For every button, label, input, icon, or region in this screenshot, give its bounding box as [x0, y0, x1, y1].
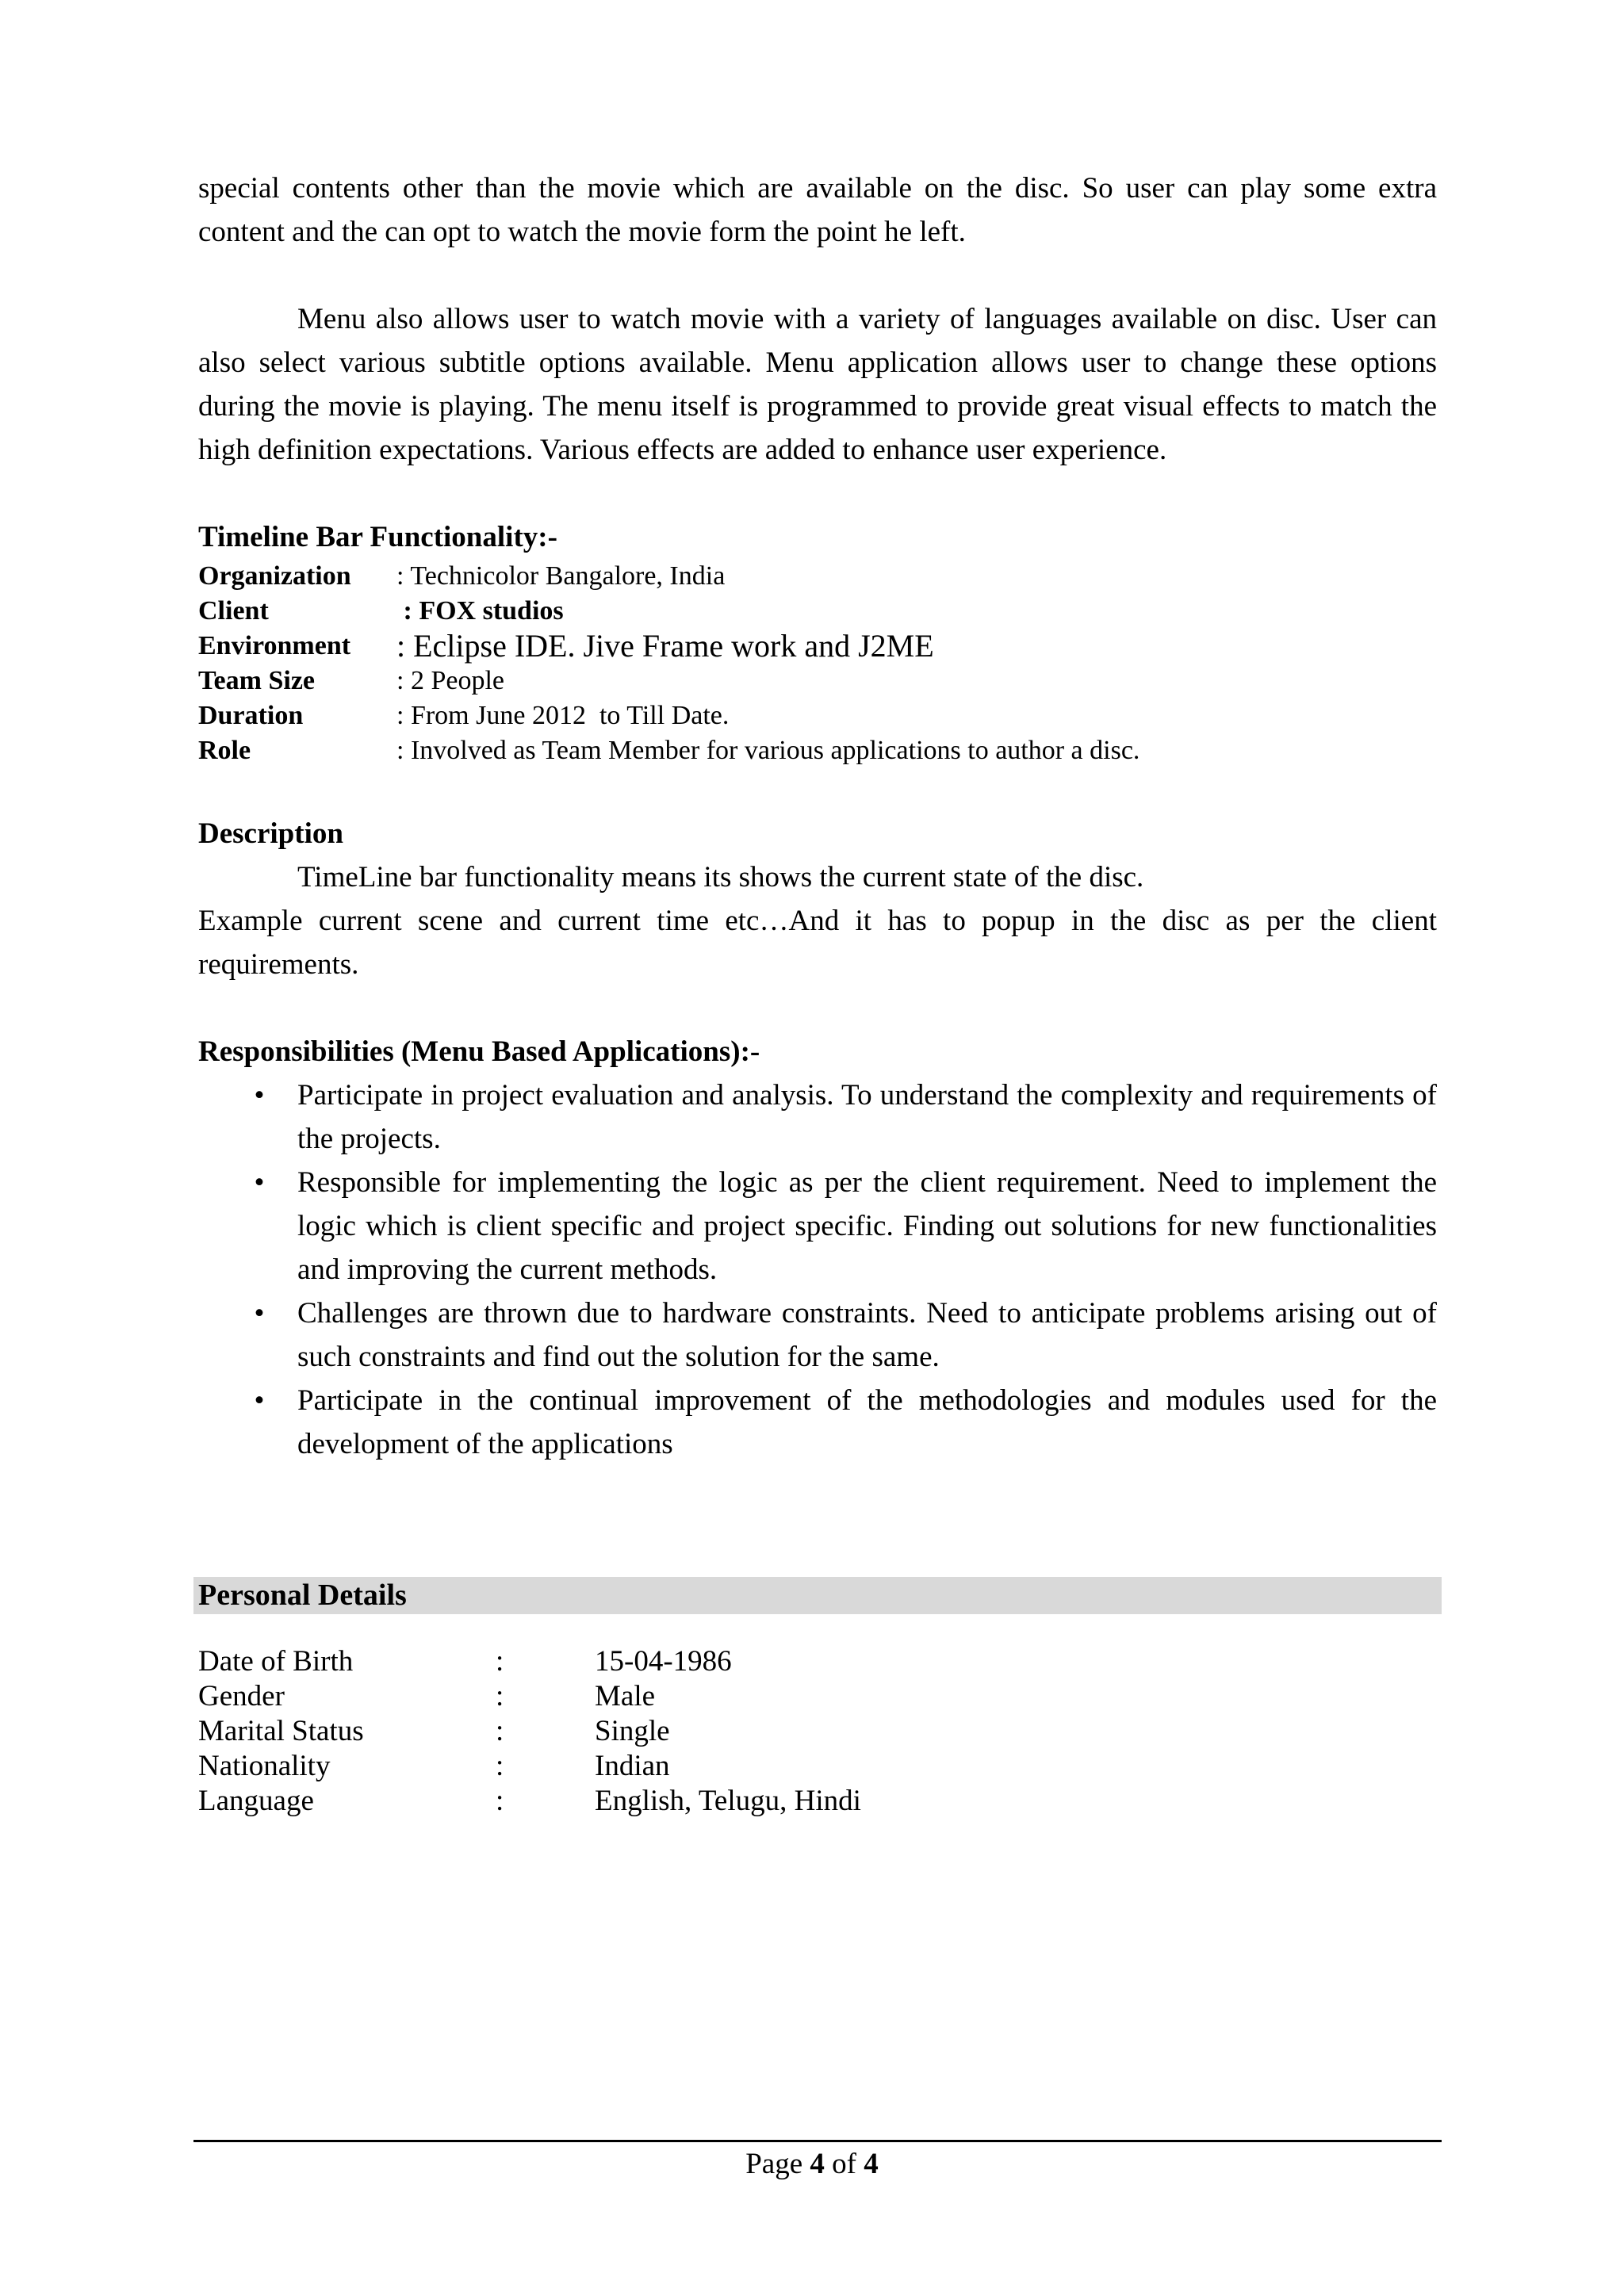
- pd-value-gender: Male: [595, 1680, 656, 1712]
- description-line-2: Example current scene and current time etc…And it has to popup in the disc as per the client requirements.: [198, 905, 1437, 981]
- detail-label-client: Client: [198, 596, 269, 626]
- pd-value-date-of-birth: 15-04-1986: [595, 1645, 732, 1678]
- detail-value-duration: : From June 2012 to Till Date.: [396, 701, 730, 730]
- pd-value-nationality: Indian: [595, 1750, 670, 1782]
- pd-label-date-of-birth: Date of Birth: [198, 1645, 354, 1678]
- bullet-icon: •: [254, 1297, 265, 1330]
- footer-page-word: Page: [745, 2148, 803, 2180]
- pd-value-language: English, Telugu, Hindi: [595, 1785, 861, 1817]
- responsibilities-heading: Responsibilities (Menu Based Applications):-: [198, 1035, 760, 1068]
- personal-details-table: [198, 1644, 1437, 1819]
- bullet-icon: •: [254, 1079, 265, 1112]
- description-line-1: TimeLine bar functionality means its shows the current state of the disc.: [297, 861, 1144, 894]
- detail-label-team-size: Team Size: [198, 666, 316, 695]
- responsibility-text: Challenges are thrown due to hardware constraints. Need to anticipate problems arising out of such constraints and find out the solution for the same.: [297, 1297, 1437, 1373]
- responsibility-text: Responsible for implementing the logic as per the client requirement. Need to implement the logic which is client specific and project specific. Finding out solutions for new functionalities and improving the current methods.: [297, 1166, 1437, 1286]
- list-item: [198, 1073, 1437, 1161]
- responsibility-text: Participate in project evaluation and analysis. To understand the complexity and requirements of the projects.: [297, 1079, 1437, 1155]
- responsibility-text: Participate in the continual improvement of the methodologies and modules used for the development of the applications: [297, 1384, 1437, 1460]
- detail-label-duration: Duration: [198, 701, 304, 730]
- intro-paragraph: special contents other than the movie which are available on the disc. So user can play some extra content and the can opt to watch the movie form the point he left.: [198, 172, 1437, 248]
- bullet-icon: •: [254, 1166, 265, 1199]
- list-item: [198, 1379, 1437, 1466]
- detail-value-organization: : Technicolor Bangalore, India: [396, 561, 726, 591]
- list-item: [198, 1292, 1437, 1379]
- list-item: [198, 1161, 1437, 1292]
- project-details: [198, 559, 1437, 768]
- personal-details-heading: Personal Details: [193, 1577, 1442, 1614]
- pd-separator: :: [496, 1750, 504, 1782]
- responsibilities-list: [198, 1073, 1437, 1466]
- page-content: [198, 166, 1437, 1819]
- detail-label-role: Role: [198, 736, 251, 765]
- pd-separator: :: [496, 1645, 504, 1678]
- footer-total-pages: 4: [864, 2148, 879, 2180]
- detail-value-role: : Involved as Team Member for various applications to author a disc.: [396, 736, 1140, 765]
- pd-label-nationality: Nationality: [198, 1750, 331, 1782]
- description-heading: Description: [198, 817, 343, 850]
- pd-label-marital-status: Marital Status: [198, 1715, 364, 1747]
- detail-value-team-size: : 2 People: [396, 666, 504, 695]
- bullet-icon: •: [254, 1384, 265, 1417]
- footer-of-word: of: [832, 2148, 856, 2180]
- pd-label-gender: Gender: [198, 1680, 285, 1712]
- page-footer: [0, 2145, 1624, 2184]
- footer-current-page: 4: [810, 2148, 825, 2180]
- detail-value-environment: : Eclipse IDE. Jive Frame work and J2ME: [396, 628, 934, 664]
- pd-separator: :: [496, 1715, 504, 1747]
- footer-divider: [193, 2140, 1442, 2142]
- detail-label-environment: Environment: [198, 631, 351, 660]
- pd-separator: :: [496, 1680, 504, 1712]
- pd-label-language: Language: [198, 1785, 314, 1817]
- menu-paragraph: Menu also allows user to watch movie with a variety of languages available on disc. User can also select various subtitle options available. Menu application allows user to change these options during the movie is playing. The menu itself is programmed to provide great visual effects to match the high definition expectations. Various effects are added to enhance user experience.: [198, 303, 1437, 466]
- detail-label-organization: Organization: [198, 561, 351, 591]
- pd-separator: :: [496, 1785, 504, 1817]
- detail-value-client: : FOX studios: [396, 596, 564, 626]
- pd-value-marital-status: Single: [595, 1715, 670, 1747]
- project-heading: Timeline Bar Functionality:-: [198, 521, 557, 553]
